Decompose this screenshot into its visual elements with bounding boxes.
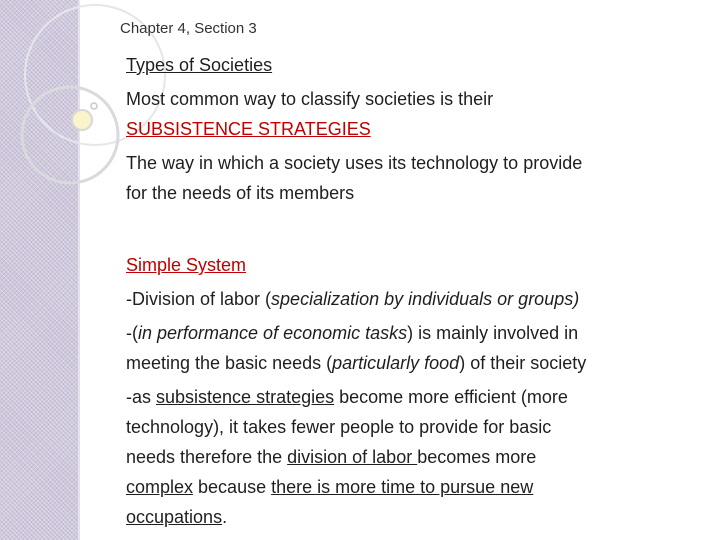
division-bullet-3 <box>126 382 706 532</box>
p2-line-2: for the needs of its members <box>126 183 355 203</box>
d3-i: because <box>193 477 272 497</box>
d3-f: division of labor <box>287 447 418 467</box>
division-bullet-1 <box>126 284 706 314</box>
d3-d: technology), it takes fewer people to provide for basic <box>126 417 552 437</box>
simple-system-term: Simple System <box>126 255 247 275</box>
d2-c: ) is mainly involved in <box>407 323 579 343</box>
d1-a: -Division of labor ( <box>126 289 272 309</box>
d3-b: subsistence strategies <box>156 387 335 407</box>
d2-a: -( <box>126 323 138 343</box>
subsistence-strategies-term: SUBSISTENCE STRATEGIES <box>126 119 371 139</box>
d3-l: . <box>222 507 228 527</box>
d3-j: there is more time to pursue new <box>271 477 534 497</box>
slide-title: Chapter 4, Section 3 <box>120 20 257 37</box>
medium-ring <box>72 110 92 130</box>
heading <box>126 50 706 80</box>
p1-text: Most common way to classify societies is their <box>126 89 494 109</box>
system-heading <box>126 250 706 280</box>
paragraph-1 <box>126 84 706 144</box>
paragraph-2 <box>126 148 706 208</box>
p2-line-1: The way in which a society uses its technology to provide <box>126 153 583 173</box>
division-bullet-2 <box>126 318 706 378</box>
d1-b: specialization by individuals or groups) <box>271 289 580 309</box>
d3-e: needs therefore the <box>126 447 288 467</box>
d3-k: occupations <box>126 507 223 527</box>
d3-h: complex <box>126 477 194 497</box>
d3-a: -as <box>126 387 157 407</box>
inner-ring <box>22 87 118 183</box>
d3-g: becomes more <box>417 447 537 467</box>
small-dot <box>91 103 97 109</box>
d2-f: ) of their society <box>459 353 587 373</box>
slide-content <box>126 50 706 532</box>
d2-e: particularly food <box>332 353 460 373</box>
d2-d: meeting the basic needs ( <box>126 353 333 373</box>
heading-text: Types of Societies <box>126 55 273 75</box>
d3-c: become more efficient (more <box>334 387 568 407</box>
d2-b: in performance of economic tasks <box>138 323 408 343</box>
